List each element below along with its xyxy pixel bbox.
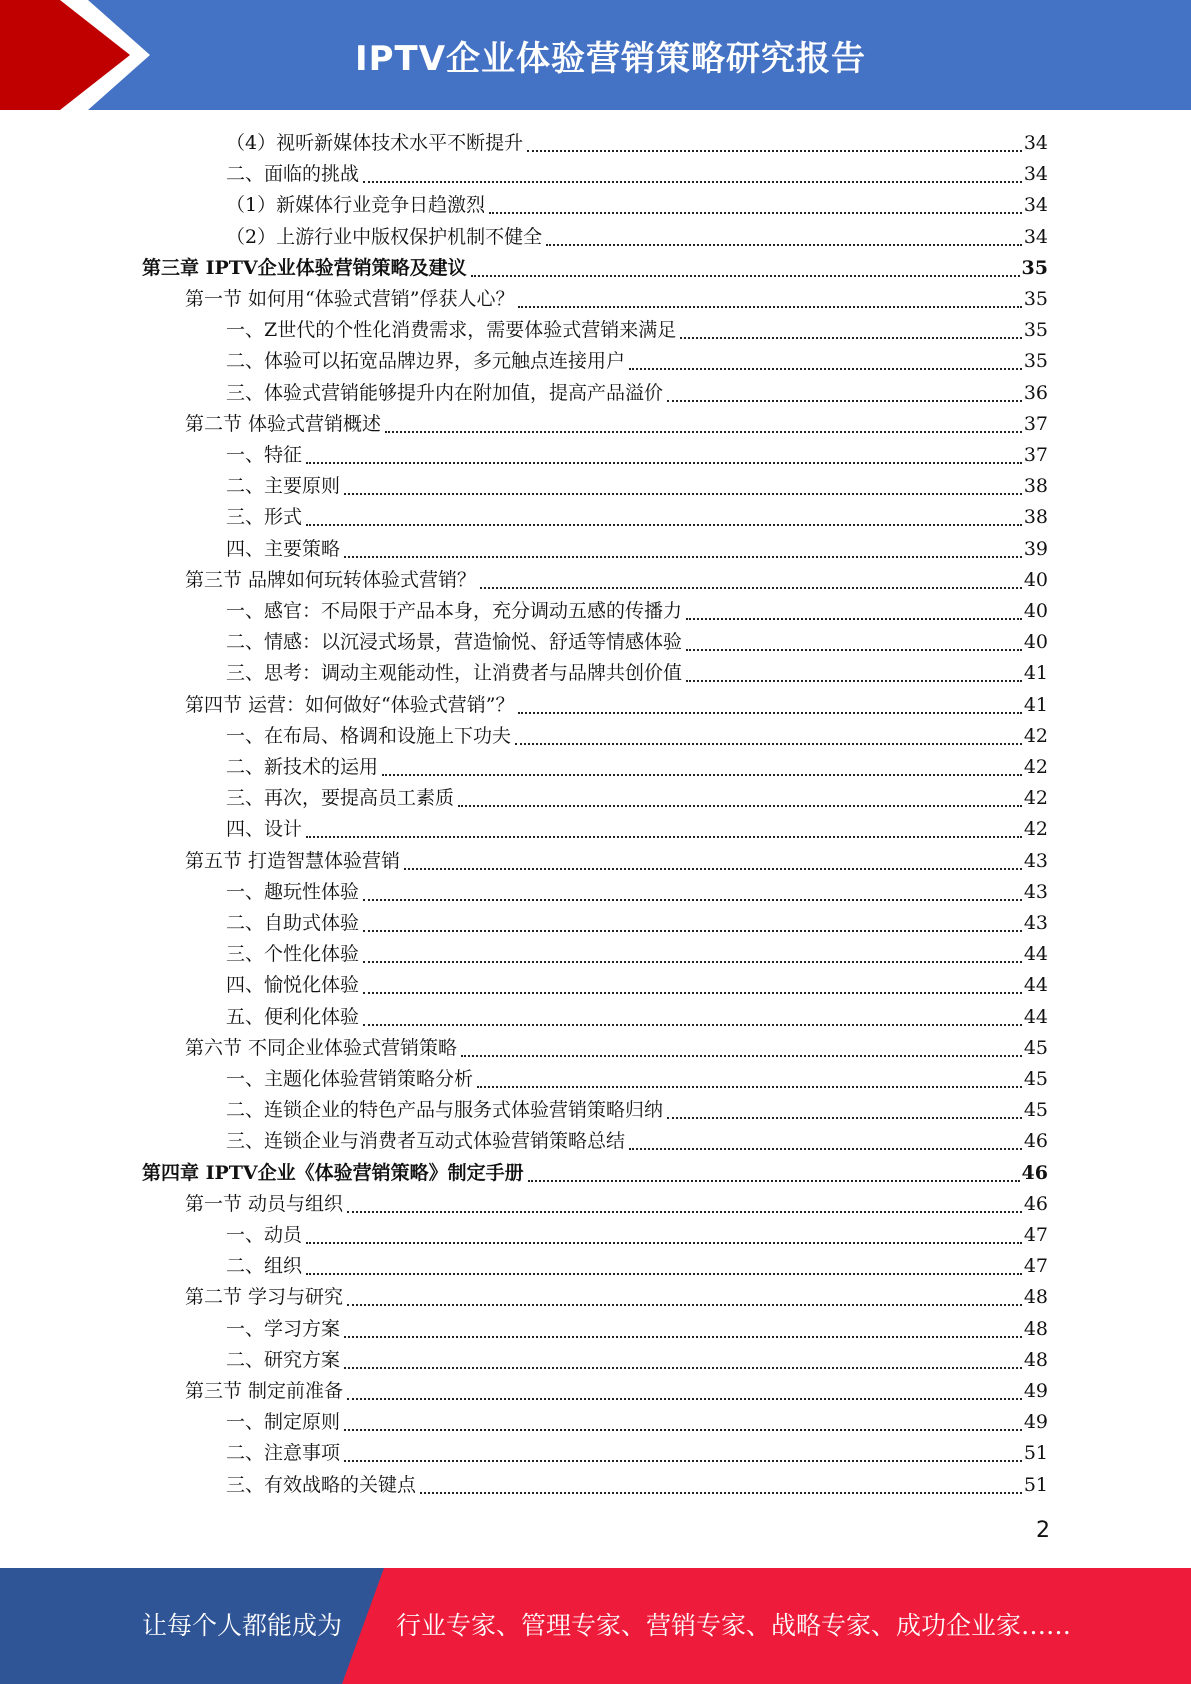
toc-dot-leader <box>471 275 1020 277</box>
toc-entry[interactable] <box>226 721 1048 752</box>
toc-dot-leader <box>363 181 1022 183</box>
toc-entry[interactable] <box>226 1345 1048 1376</box>
toc-entry-label: 一、趣玩性体验 <box>226 881 360 903</box>
toc-entry[interactable] <box>226 440 1048 471</box>
report-header <box>0 0 1191 110</box>
toc-entry[interactable] <box>226 315 1048 346</box>
toc-entry[interactable] <box>226 814 1048 845</box>
toc-entry-label: 三、个性化体验 <box>226 943 360 965</box>
toc-dot-leader <box>489 212 1022 214</box>
toc-entry-label: 第二节 体验式营销概述 <box>185 413 382 435</box>
toc-entry-page: 35 <box>1023 319 1048 341</box>
toc-entry-page: 39 <box>1023 538 1048 560</box>
toc-entry[interactable] <box>226 190 1048 221</box>
toc-dot-leader <box>363 992 1022 994</box>
toc-entry-page: 45 <box>1023 1068 1048 1090</box>
toc-entry-page: 42 <box>1023 725 1048 747</box>
toc-entry[interactable] <box>185 1282 1048 1313</box>
toc-entry-label: 一、主题化体验营销策略分析 <box>226 1068 474 1090</box>
toc-entry-page: 35 <box>1023 350 1048 372</box>
toc-entry-label: 二、新技术的运用 <box>226 756 379 778</box>
toc-entry[interactable] <box>226 970 1048 1001</box>
toc-entry[interactable] <box>185 846 1048 877</box>
toc-entry[interactable] <box>226 502 1048 533</box>
toc-dot-leader <box>629 1148 1022 1150</box>
toc-entry-page: 46 <box>1023 1130 1048 1152</box>
toc-entry-label: （2）上游行业中版权保护机制不健全 <box>226 226 543 248</box>
toc-entry[interactable] <box>226 1220 1048 1251</box>
toc-dot-leader <box>363 899 1022 901</box>
toc-entry-label: 一、动员 <box>226 1224 303 1246</box>
toc-entry[interactable] <box>226 658 1048 689</box>
toc-dot-leader <box>363 961 1022 963</box>
toc-entry-page: 49 <box>1023 1411 1048 1433</box>
toc-entry-label: 二、主要原则 <box>226 475 341 497</box>
toc-entry-page: 40 <box>1023 600 1048 622</box>
toc-entry[interactable] <box>226 1438 1048 1469</box>
toc-entry-label: 一、感官：不局限于产品本身，充分调动五感的传播力 <box>226 600 683 622</box>
toc-dot-leader <box>306 1273 1022 1275</box>
slogan-left: 让每个人都能成为 <box>142 1611 343 1640</box>
toc-entry-label: （1）新媒体行业竞争日趋激烈 <box>226 194 486 216</box>
toc-entry[interactable] <box>185 1033 1048 1064</box>
toc-entry[interactable] <box>226 627 1048 658</box>
toc-dot-leader <box>686 618 1022 620</box>
toc-entry[interactable] <box>226 596 1048 627</box>
toc-entry-label: 一、学习方案 <box>226 1318 341 1340</box>
toc-entry-page: 37 <box>1023 413 1048 435</box>
toc-dot-leader <box>680 337 1022 339</box>
toc-entry-page: 48 <box>1023 1318 1048 1340</box>
toc-entry-page: 47 <box>1023 1224 1048 1246</box>
toc-dot-leader <box>363 1024 1022 1026</box>
toc-entry-page: 43 <box>1023 912 1048 934</box>
toc-dot-leader <box>363 930 1022 932</box>
toc-entry-label: 三、思考：调动主观能动性，让消费者与品牌共创价值 <box>226 662 683 684</box>
toc-dot-leader <box>528 1180 1020 1182</box>
toc-entry-page: 40 <box>1023 569 1048 591</box>
toc-entry-page: 42 <box>1023 787 1048 809</box>
toc-entry[interactable] <box>142 1158 1048 1189</box>
toc-entry-label: 三、体验式营销能够提升内在附加值，提高产品溢价 <box>226 382 664 404</box>
toc-dot-leader <box>344 1429 1022 1431</box>
footer-banner <box>0 1568 1191 1684</box>
toc-dot-leader <box>527 150 1022 152</box>
toc-entry-page: 38 <box>1023 475 1048 497</box>
toc-dot-leader <box>344 556 1022 558</box>
toc-dot-leader <box>306 524 1022 526</box>
toc-entry-label: 二、组织 <box>226 1255 303 1277</box>
toc-entry-page: 51 <box>1023 1442 1048 1464</box>
toc-entry-page: 34 <box>1023 132 1048 154</box>
toc-entry[interactable] <box>226 534 1048 565</box>
toc-entry-label: 五、便利化体验 <box>226 1006 360 1028</box>
toc-dot-leader <box>344 1336 1022 1338</box>
toc-entry-page: 34 <box>1023 194 1048 216</box>
toc-entry[interactable] <box>185 1376 1048 1407</box>
toc-dot-leader <box>347 1211 1022 1213</box>
toc-entry-label: 二、情感：以沉浸式场景，营造愉悦、舒适等情感体验 <box>226 631 683 653</box>
toc-entry-page: 34 <box>1023 163 1048 185</box>
toc-dot-leader <box>686 649 1022 651</box>
toc-dot-leader <box>518 712 1021 714</box>
toc-entry-label: 四、愉悦化体验 <box>226 974 360 996</box>
toc-entry[interactable] <box>226 1064 1048 1095</box>
toc-entry-label: （4）视听新媒体技术水平不断提升 <box>226 132 524 154</box>
toc-entry[interactable] <box>185 565 1048 596</box>
toc-entry-page: 37 <box>1023 444 1048 466</box>
toc-entry[interactable] <box>226 159 1048 190</box>
toc-entry-label: 二、自助式体验 <box>226 912 360 934</box>
toc-entry-label: 一、制定原则 <box>226 1411 341 1433</box>
toc-entry-page: 41 <box>1023 694 1048 716</box>
toc-dot-leader <box>344 1460 1022 1462</box>
toc-entry-page: 44 <box>1023 974 1048 996</box>
toc-entry[interactable] <box>226 939 1048 970</box>
toc-entry-label: 第五节 打造智慧体验营销 <box>185 850 401 872</box>
page-number: 2 <box>1036 1518 1050 1543</box>
toc-entry[interactable] <box>226 908 1048 939</box>
toc-entry-label: 三、连锁企业与消费者互动式体验营销策略总结 <box>226 1130 626 1152</box>
report-title: IPTV企业体验营销策略研究报告 <box>354 38 867 79</box>
toc-entry-page: 47 <box>1023 1255 1048 1277</box>
toc-dot-leader <box>344 1367 1022 1369</box>
toc-dot-leader <box>546 244 1022 246</box>
toc-entry[interactable] <box>226 1095 1048 1126</box>
toc-dot-leader <box>480 587 1022 589</box>
toc-entry-page: 43 <box>1023 881 1048 903</box>
toc-entry-label: 四、设计 <box>226 818 303 840</box>
toc-entry-page: 41 <box>1023 662 1048 684</box>
toc-entry-page: 42 <box>1023 818 1048 840</box>
toc-entry-label: 第二节 学习与研究 <box>185 1286 344 1308</box>
toc-entry-label: 三、再次，要提高员工素质 <box>226 787 455 809</box>
toc-entry[interactable] <box>226 1002 1048 1033</box>
toc-entry-label: 二、连锁企业的特色产品与服务式体验营销策略归纳 <box>226 1099 664 1121</box>
toc-entry-label: 一、Z世代的个性化消费需求，需要体验式营销来满足 <box>226 319 677 341</box>
toc-dot-leader <box>458 805 1022 807</box>
toc-dot-leader <box>667 400 1022 402</box>
toc-entry[interactable] <box>226 346 1048 377</box>
toc-dot-leader <box>404 868 1022 870</box>
toc-entry-page: 40 <box>1023 631 1048 653</box>
toc-entry[interactable] <box>226 1314 1048 1345</box>
toc-entry[interactable] <box>226 1470 1048 1501</box>
toc-entry-label: 第三章 IPTV企业体验营销策略及建议 <box>142 257 467 279</box>
toc-entry-page: 48 <box>1023 1286 1048 1308</box>
toc-entry[interactable] <box>185 690 1048 721</box>
toc-dot-leader <box>382 774 1022 776</box>
toc-entry-label: 二、研究方案 <box>226 1349 341 1371</box>
toc-entry-label: 三、有效战略的关键点 <box>226 1474 417 1496</box>
toc-entry-label: 四、主要策略 <box>226 538 341 560</box>
toc-dot-leader <box>347 1398 1022 1400</box>
toc-entry-page: 44 <box>1023 1006 1048 1028</box>
toc-entry-page: 43 <box>1023 850 1048 872</box>
toc-entry-label: 一、在布局、格调和设施上下功夫 <box>226 725 512 747</box>
toc-dot-leader <box>629 368 1022 370</box>
toc-entry-label: 三、形式 <box>226 506 303 528</box>
toc-entry-label: 一、特征 <box>226 444 303 466</box>
toc-dot-leader <box>461 1055 1022 1057</box>
toc-dot-leader <box>518 306 1021 308</box>
toc-entry-page: 49 <box>1023 1380 1048 1402</box>
toc-dot-leader <box>686 680 1022 682</box>
toc-entry-page: 35 <box>1023 288 1048 310</box>
chevron-arrow-icon <box>0 0 150 110</box>
toc-dot-leader <box>344 493 1022 495</box>
toc-entry[interactable] <box>226 1251 1048 1282</box>
toc-entry-label: 第一节 如何用“体验式营销”俘获人心？ <box>185 288 515 310</box>
toc-entry-page: 44 <box>1023 943 1048 965</box>
toc-entry-label: 二、体验可以拓宽品牌边界，多元触点连接用户 <box>226 350 626 372</box>
toc-entry[interactable] <box>226 1407 1048 1438</box>
toc-entry-page: 46 <box>1021 1162 1048 1184</box>
toc-entry-page: 51 <box>1023 1474 1048 1496</box>
toc-entry-label: 第四节 运营：如何做好“体验式营销”？ <box>185 694 515 716</box>
toc-dot-leader <box>515 743 1022 745</box>
toc-entry[interactable] <box>226 471 1048 502</box>
toc-entry-label: 第四章 IPTV企业《体验营销策略》制定手册 <box>142 1162 524 1184</box>
toc-entry-label: 二、注意事项 <box>226 1442 341 1464</box>
toc-entry[interactable] <box>226 1126 1048 1157</box>
toc-entry-page: 38 <box>1023 506 1048 528</box>
toc-entry[interactable] <box>185 409 1048 440</box>
toc-entry-page: 45 <box>1023 1037 1048 1059</box>
toc-entry[interactable] <box>226 222 1048 253</box>
toc-dot-leader <box>306 1242 1022 1244</box>
toc-entry[interactable] <box>226 783 1048 814</box>
toc-entry-label: 第三节 品牌如何玩转体验式营销？ <box>185 569 477 591</box>
toc-entry-page: 36 <box>1023 382 1048 404</box>
toc-entry-page: 48 <box>1023 1349 1048 1371</box>
toc-entry-label: 第六节 不同企业体验式营销策略 <box>185 1037 458 1059</box>
toc-entry-page: 34 <box>1023 226 1048 248</box>
toc-entry-label: 第三节 制定前准备 <box>185 1380 344 1402</box>
toc-entry-page: 46 <box>1023 1193 1048 1215</box>
toc-entry[interactable] <box>226 378 1048 409</box>
toc-entry[interactable] <box>226 877 1048 908</box>
slogan-right: 行业专家、管理专家、营销专家、战略专家、成功企业家…… <box>396 1611 1072 1640</box>
toc-dot-leader <box>385 431 1022 433</box>
toc-dot-leader <box>667 1117 1022 1119</box>
toc-entry-page: 35 <box>1021 257 1048 279</box>
toc-entry[interactable] <box>142 253 1048 284</box>
toc-dot-leader <box>477 1086 1022 1088</box>
toc-entry-page: 45 <box>1023 1099 1048 1121</box>
toc-entry[interactable] <box>226 128 1048 159</box>
toc-dot-leader <box>306 462 1022 464</box>
toc-entry[interactable] <box>226 752 1048 783</box>
toc-entry-label: 二、面临的挑战 <box>226 163 360 185</box>
toc-entry-page: 42 <box>1023 756 1048 778</box>
toc-dot-leader <box>420 1492 1022 1494</box>
toc-entry[interactable] <box>185 1189 1048 1220</box>
toc-dot-leader <box>347 1304 1022 1306</box>
toc-dot-leader <box>306 836 1022 838</box>
toc-entry-label: 第一节 动员与组织 <box>185 1193 344 1215</box>
toc-entry[interactable] <box>185 284 1048 315</box>
